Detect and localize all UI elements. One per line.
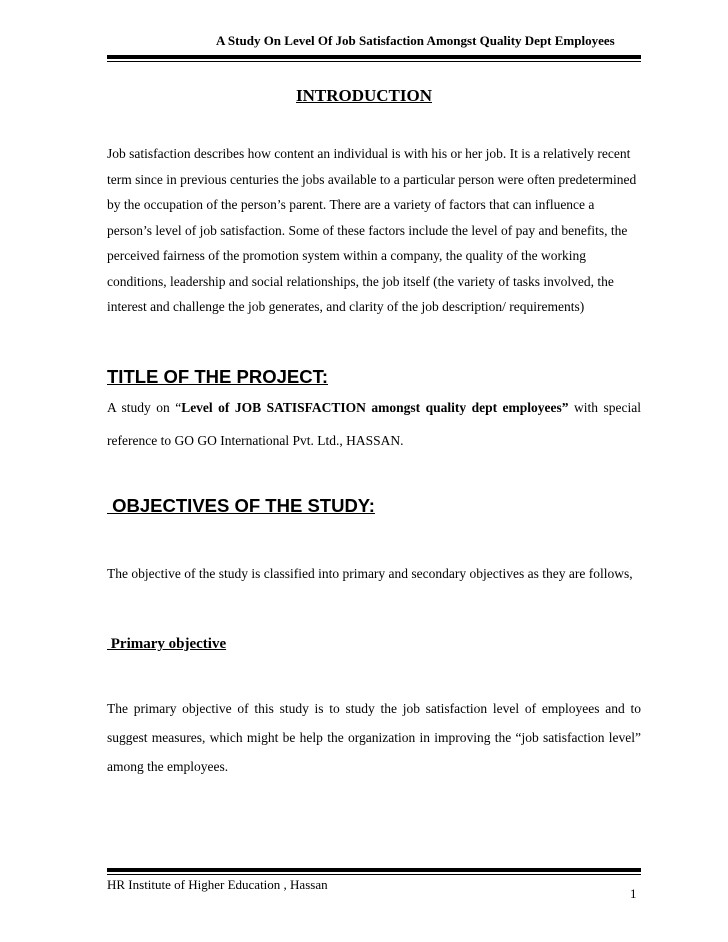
- header-rule-thick: [107, 55, 641, 59]
- project-title-bold: Level of JOB SATISFACTION amongst quality dept employees”: [181, 400, 569, 415]
- project-title-heading: TITLE OF THE PROJECT:: [107, 366, 328, 387]
- running-header-title: A Study On Level Of Job Satisfaction Amongst Quality Dept Employees: [216, 33, 615, 48]
- objectives-heading: OBJECTIVES OF THE STUDY:: [107, 495, 375, 516]
- introduction-paragraph: Job satisfaction describes how content an individual is with his or her job. It is a relatively recent term since in previous centuries the jobs available to a particular person were often predetermined by the occupation of the person’s parent. There are a variety of factors that can influence a person’s level of job satisfaction. Some of these factors include the level of pay and benefits, the perceived fairness of the promotion system within a company, the quality of the working conditions, leadership and social relationships, the job itself (the variety of tasks involved, the interest and challenge the job generates, and clarity of the job description/ requirements): [107, 146, 637, 314]
- header-rule-thin: [107, 61, 641, 62]
- project-title-suffix: with special reference to GO GO International Pvt. Ltd., HASSAN.: [107, 400, 641, 448]
- footer-rule-thin: [107, 874, 641, 875]
- objectives-paragraph: The objective of the study is classified into primary and secondary objectives as they are follows,: [107, 566, 633, 581]
- project-title-prefix: A study on “: [107, 400, 182, 415]
- primary-objective-heading: Primary objective: [107, 636, 227, 652]
- footer-institute: HR Institute of Higher Education , Hassan: [107, 877, 328, 892]
- project-title-paragraph: [107, 391, 641, 457]
- page-number: 1: [630, 886, 637, 901]
- introduction-heading: INTRODUCTION: [295, 86, 433, 105]
- footer-rule-thick: [107, 868, 641, 872]
- primary-objective-paragraph: The primary objective of this study is to study the job satisfaction level of employees and to suggest measures, which might be help the organization in improving the “job satisfaction level” among the employees.: [107, 701, 641, 774]
